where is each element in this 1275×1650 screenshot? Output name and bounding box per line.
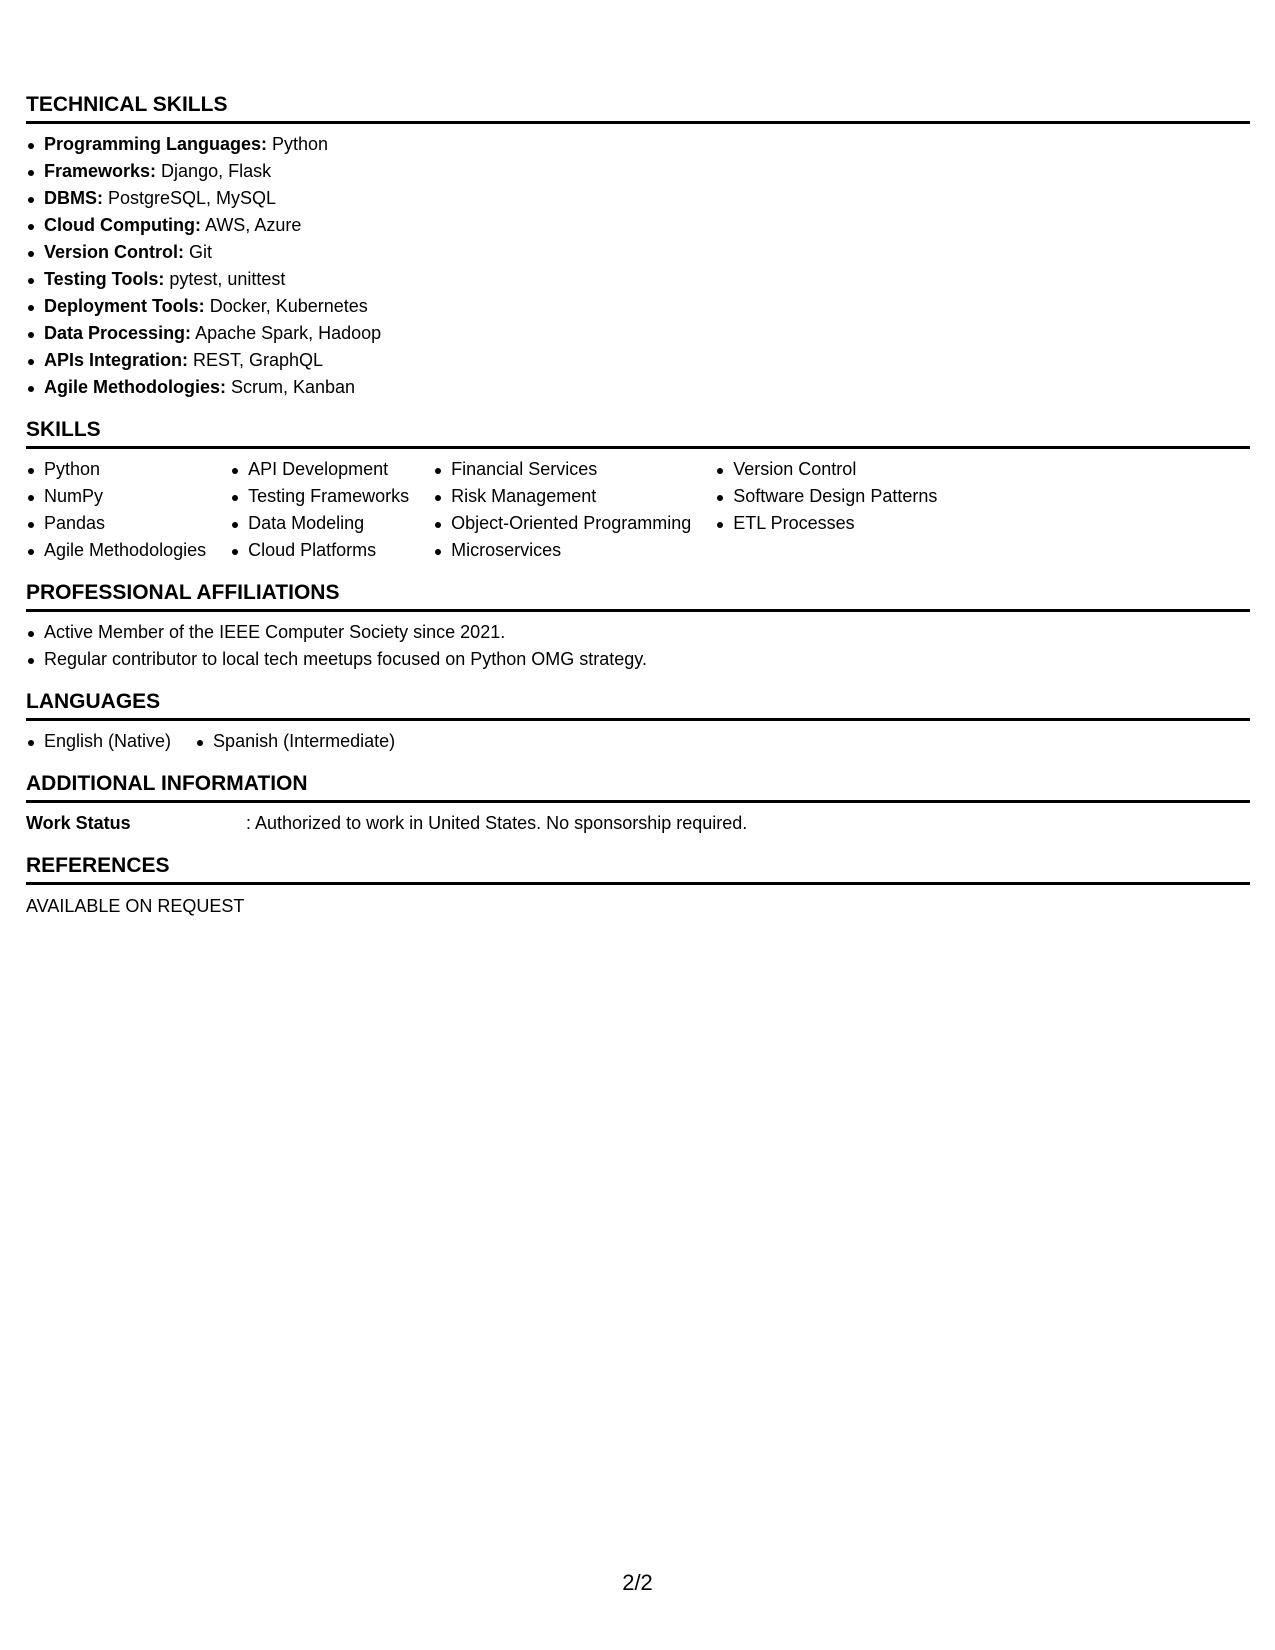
skill-key: APIs Integration:	[44, 350, 189, 370]
section-title-additional-info: ADDITIONAL INFORMATION	[26, 771, 1250, 803]
list-item: API Development	[230, 456, 409, 483]
skills-grid	[26, 456, 1250, 564]
list-item	[26, 158, 1250, 185]
skill-value: Django, Flask	[156, 161, 272, 181]
list-item	[26, 374, 1250, 401]
list-item: Python	[26, 456, 206, 483]
skill-key: DBMS:	[44, 188, 103, 208]
list-item: Testing Frameworks	[230, 483, 409, 510]
list-item	[26, 293, 1250, 320]
list-item: Version Control	[715, 456, 937, 483]
list-item: Agile Methodologies	[26, 537, 206, 564]
affiliations-list	[26, 619, 1250, 673]
references-text: AVAILABLE ON REQUEST	[26, 896, 245, 916]
skill-value: Python	[267, 134, 329, 154]
skills-column	[26, 456, 206, 564]
list-item	[26, 239, 1250, 266]
list-item: English (Native)	[26, 728, 171, 755]
work-status-value: : Authorized to work in United States. No sponsorship required.	[246, 813, 748, 833]
list-item: ETL Processes	[715, 510, 937, 537]
skill-value: REST, GraphQL	[188, 350, 324, 370]
skills-section	[26, 417, 1250, 564]
section-title-skills: SKILLS	[26, 417, 1250, 449]
list-item	[26, 266, 1250, 293]
list-item: Cloud Platforms	[230, 537, 409, 564]
skill-value: Apache Spark, Hadoop	[191, 323, 382, 343]
languages-list	[26, 728, 1250, 755]
list-item: Regular contributor to local tech meetups focused on Python OMG strategy.	[26, 646, 1250, 673]
resume-page	[26, 92, 1250, 920]
skill-value: Scrum, Kanban	[226, 377, 356, 397]
skill-key: Deployment Tools:	[44, 296, 205, 316]
skill-key: Cloud Computing:	[44, 215, 201, 235]
skills-column	[715, 456, 937, 564]
list-item: NumPy	[26, 483, 206, 510]
list-item: Pandas	[26, 510, 206, 537]
section-title-references: REFERENCES	[26, 853, 1250, 885]
skills-column	[433, 456, 691, 564]
work-status-row	[26, 810, 1250, 837]
skill-key: Version Control:	[44, 242, 185, 262]
list-item	[26, 347, 1250, 374]
list-item	[26, 320, 1250, 347]
skills-column	[230, 456, 409, 564]
work-status-label: Work Status	[26, 813, 131, 833]
list-item	[26, 212, 1250, 239]
skill-value: pytest, unittest	[164, 269, 286, 289]
skill-key: Data Processing:	[44, 323, 192, 343]
section-title-affiliations: PROFESSIONAL AFFILIATIONS	[26, 580, 1250, 612]
page-number: 2/2	[622, 1570, 653, 1595]
additional-info-section	[26, 771, 1250, 837]
skill-value: AWS, Azure	[200, 215, 302, 235]
list-item: Data Modeling	[230, 510, 409, 537]
skill-value: PostgreSQL, MySQL	[103, 188, 277, 208]
technical-skills-section	[26, 92, 1250, 401]
skill-value: Git	[184, 242, 213, 262]
list-item: Spanish (Intermediate)	[195, 728, 395, 755]
list-item	[26, 185, 1250, 212]
skill-key: Frameworks:	[44, 161, 157, 181]
references-section	[26, 853, 1250, 920]
list-item: Microservices	[433, 537, 691, 564]
section-title-technical-skills: TECHNICAL SKILLS	[26, 92, 1250, 124]
skill-key: Testing Tools:	[44, 269, 165, 289]
list-item: Financial Services	[433, 456, 691, 483]
list-item: Software Design Patterns	[715, 483, 937, 510]
technical-skills-list	[26, 131, 1250, 401]
list-item	[26, 131, 1250, 158]
skill-value: Docker, Kubernetes	[204, 296, 368, 316]
skill-key: Programming Languages:	[44, 134, 268, 154]
list-item: Object-Oriented Programming	[433, 510, 691, 537]
skill-key: Agile Methodologies:	[44, 377, 226, 397]
languages-section	[26, 689, 1250, 755]
affiliations-section	[26, 580, 1250, 673]
list-item: Active Member of the IEEE Computer Society since 2021.	[26, 619, 1250, 646]
section-title-languages: LANGUAGES	[26, 689, 1250, 721]
list-item: Risk Management	[433, 483, 691, 510]
